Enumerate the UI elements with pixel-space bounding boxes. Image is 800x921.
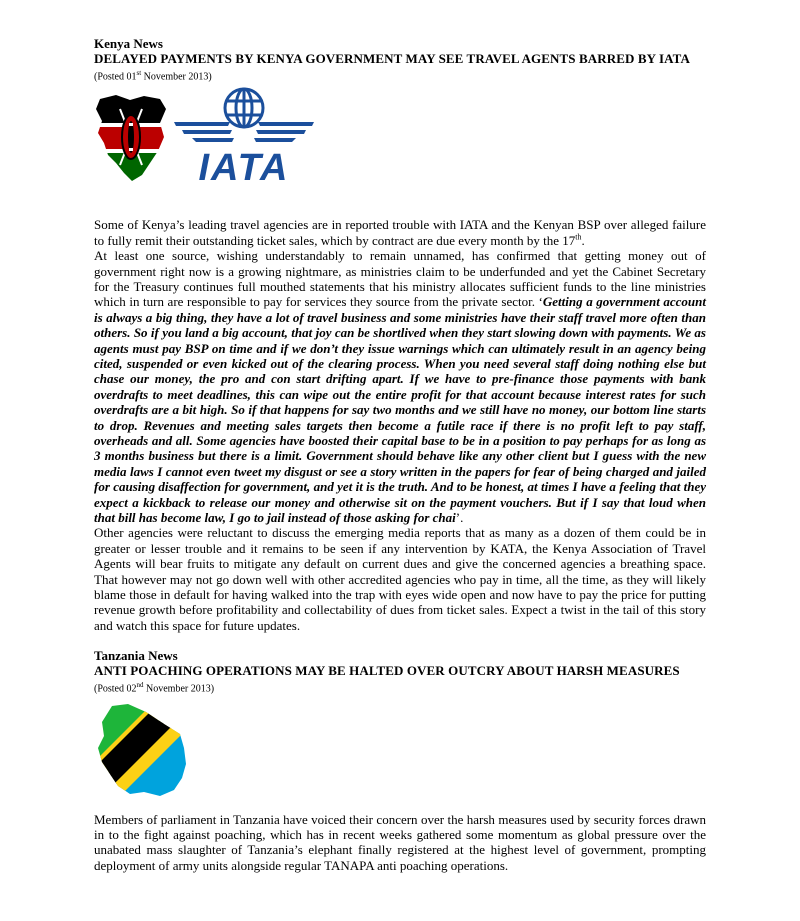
posted-suffix: November 2013): [141, 71, 212, 83]
kenya-p1-end: .: [581, 232, 585, 248]
posted-date-kenya: [94, 67, 706, 83]
posted-sup: st: [136, 69, 142, 77]
posted-prefix: (Posted 02: [94, 683, 137, 695]
tanzania-paragraph-1: Members of parliament in Tanzania have voiced their concern over the harsh measures used by security forces drawn in to the fight against poaching, which has in recent weeks gathered some momentum as global pressure over the unabated mass slaughter of Tanzania’s elephant finally registered at the highest level of government, prompting deployment of army units alongside regular TANAPA anti poaching operations.: [94, 811, 706, 873]
tanzania-flag-map-image: [94, 702, 190, 798]
kenya-body: [94, 217, 706, 633]
kenya-article: [94, 36, 706, 633]
kenya-p1-text: Some of Kenya’s leading travel agencies are in reported trouble with IATA and the Kenyan BSP over alleged failure to fully remit their outstanding ticket sales, which by contract are due every month by the 17: [94, 217, 706, 248]
document-page: [94, 36, 706, 873]
kenya-paragraph-3: Other agencies were reluctant to discuss the emerging media reports that as many as a dozen of them could be in greater or lesser trouble and it remains to be seen if any intervention by KATA, the Kenya Association of Travel Agents will bear fruits to mitigate any default on current dues and give the concerned agencies a breathing space. That however may not go down well with other accredited agencies who pay in time, all the time, as they will likely blame those in default for having walked into the trap with eyes wide open and now have to pay the price for putting revenue growth before profitability and collectability of dues from ticket sales. Expect a twist in the tail of this story and watch this space for future updates.: [94, 525, 706, 633]
posted-date-tanzania: [94, 679, 706, 695]
headline-tanzania: ANTI POACHING OPERATIONS MAY BE HALTED OVER OUTCRY ABOUT HARSH MEASURES: [94, 663, 680, 679]
kenya-paragraph-1: [94, 217, 706, 248]
posted-prefix: (Posted 01: [94, 71, 137, 83]
kenya-p2-quote: Getting a government account is always a big thing, they have a lot of travel business and some ministries have their staff travel more often than others. So if you land a big account, that joy can be shortlived when they start slowing down with payments. We as agents must pay BSP on time and if we don’t they issue warnings which can ultimately result in an agency being cited, suspended or even kicked out of the clearing process. When you need several staff doing nothing else but chase our money, the pro and con start drifting apart. If we have to pre-finance those payments with bank overdrafts to meet deadlines, this can wipe out the entire profit for that account because interest rates for such overdrafts are a bit high. So if that happens for say two months and we still have no money, our bottom line starts to drop. Revenues and meeting sales targets then become a futile race if there is no profit left to pay staff, overheads and all. Some agencies have boosted their capital base to be in a position to pay perhaps for as long as 3 months business but there is a limit. Government should behave like any other client but I guess with the new media laws I cannot even tweet my disgust or see a story written in the papers for fear of being charged and jailed for causing disaffection for government, and yet it is the truth. And to be honest, at times I have a feeling that they expect a kickback to release our money and otherwise sit on the payment vouchers. But if I say that loud when that bill has become law, I go to jail instead of those asking for chai: [94, 294, 707, 526]
section-label-kenya: Kenya News: [94, 36, 163, 51]
kenya-logos: [94, 93, 706, 217]
posted-suffix: November 2013): [143, 683, 215, 695]
section-label-tanzania: Tanzania News: [94, 648, 178, 664]
kenya-p1-sup: th: [575, 232, 582, 242]
kenya-p2-intro: At least one source, wishing understandably to remain unnamed, has confirmed that getting money out of government right now is a growing nightmare, as ministries claim to be underfunded and yet the Cabinet Secretary for the Treasury continues full mouthed statements that his ministry allocates sufficient funds to the line ministries which in turn are responsible to pay for services they source from the private sector. ‘: [94, 248, 706, 310]
tanzania-logos: [94, 702, 706, 814]
tanzania-body: [94, 812, 706, 874]
tanzania-article: [94, 648, 706, 873]
kenya-flag-map-image: [94, 93, 170, 183]
kenya-p2-end: ’.: [455, 510, 464, 526]
iata-logo-text: IATA: [198, 147, 290, 185]
posted-sup: nd: [136, 681, 144, 690]
headline-kenya: DELAYED PAYMENTS BY KENYA GOVERNMENT MAY SEE TRAVEL AGENTS BARRED BY IATA: [94, 51, 690, 66]
kenya-paragraph-2: [94, 248, 706, 525]
iata-logo-image: [172, 86, 328, 184]
